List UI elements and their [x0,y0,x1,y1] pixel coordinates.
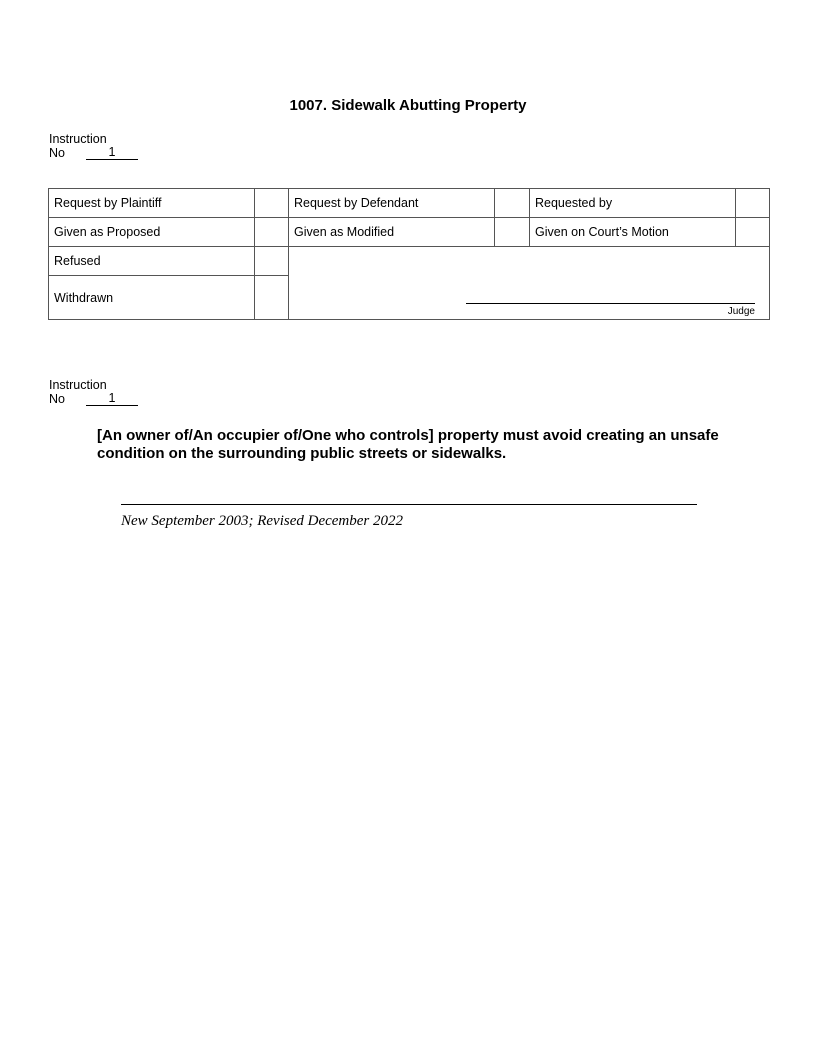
judge-signature-line[interactable] [466,303,755,304]
request-by-plaintiff-label: Request by Plaintiff [49,189,255,218]
given-as-modified-label: Given as Modified [289,218,495,247]
requested-by-checkbox[interactable] [736,189,770,218]
given-on-courts-motion-label: Given on Court’s Motion [530,218,736,247]
no-label: No [49,392,65,406]
refused-label: Refused [49,247,255,276]
request-by-plaintiff-checkbox[interactable] [255,189,289,218]
instruction-text: [An owner of/An occupier of/One who controls] property must avoid creating an unsafe condition on the surrounding public streets or sidewalks. [97,427,719,462]
no-label: No [49,146,65,160]
instruction-number-block-bottom [49,378,138,406]
page-title: 1007. Sidewalk Abutting Property [289,97,527,114]
instruction-number-field[interactable]: 1 [86,392,138,406]
withdrawn-label: Withdrawn [49,276,255,320]
refused-checkbox[interactable] [255,247,289,276]
instruction-label: Instruction [49,132,107,146]
given-as-proposed-label: Given as Proposed [49,218,255,247]
judge-label: Judge [727,306,755,317]
revision-note: New September 2003; Revised December 2022 [121,513,403,529]
instruction-status-table [48,188,770,320]
instruction-number-block-top [49,132,138,160]
instruction-number-field[interactable]: 1 [86,146,138,160]
withdrawn-checkbox[interactable] [255,276,289,320]
given-as-modified-checkbox[interactable] [495,218,530,247]
requested-by-label: Requested by [530,189,736,218]
request-by-defendant-label: Request by Defendant [289,189,495,218]
given-as-proposed-checkbox[interactable] [255,218,289,247]
instruction-label: Instruction [49,378,107,392]
request-by-defendant-checkbox[interactable] [495,189,530,218]
given-on-courts-motion-checkbox[interactable] [736,218,770,247]
footer-divider [121,504,697,505]
judge-signature-cell [289,247,770,320]
